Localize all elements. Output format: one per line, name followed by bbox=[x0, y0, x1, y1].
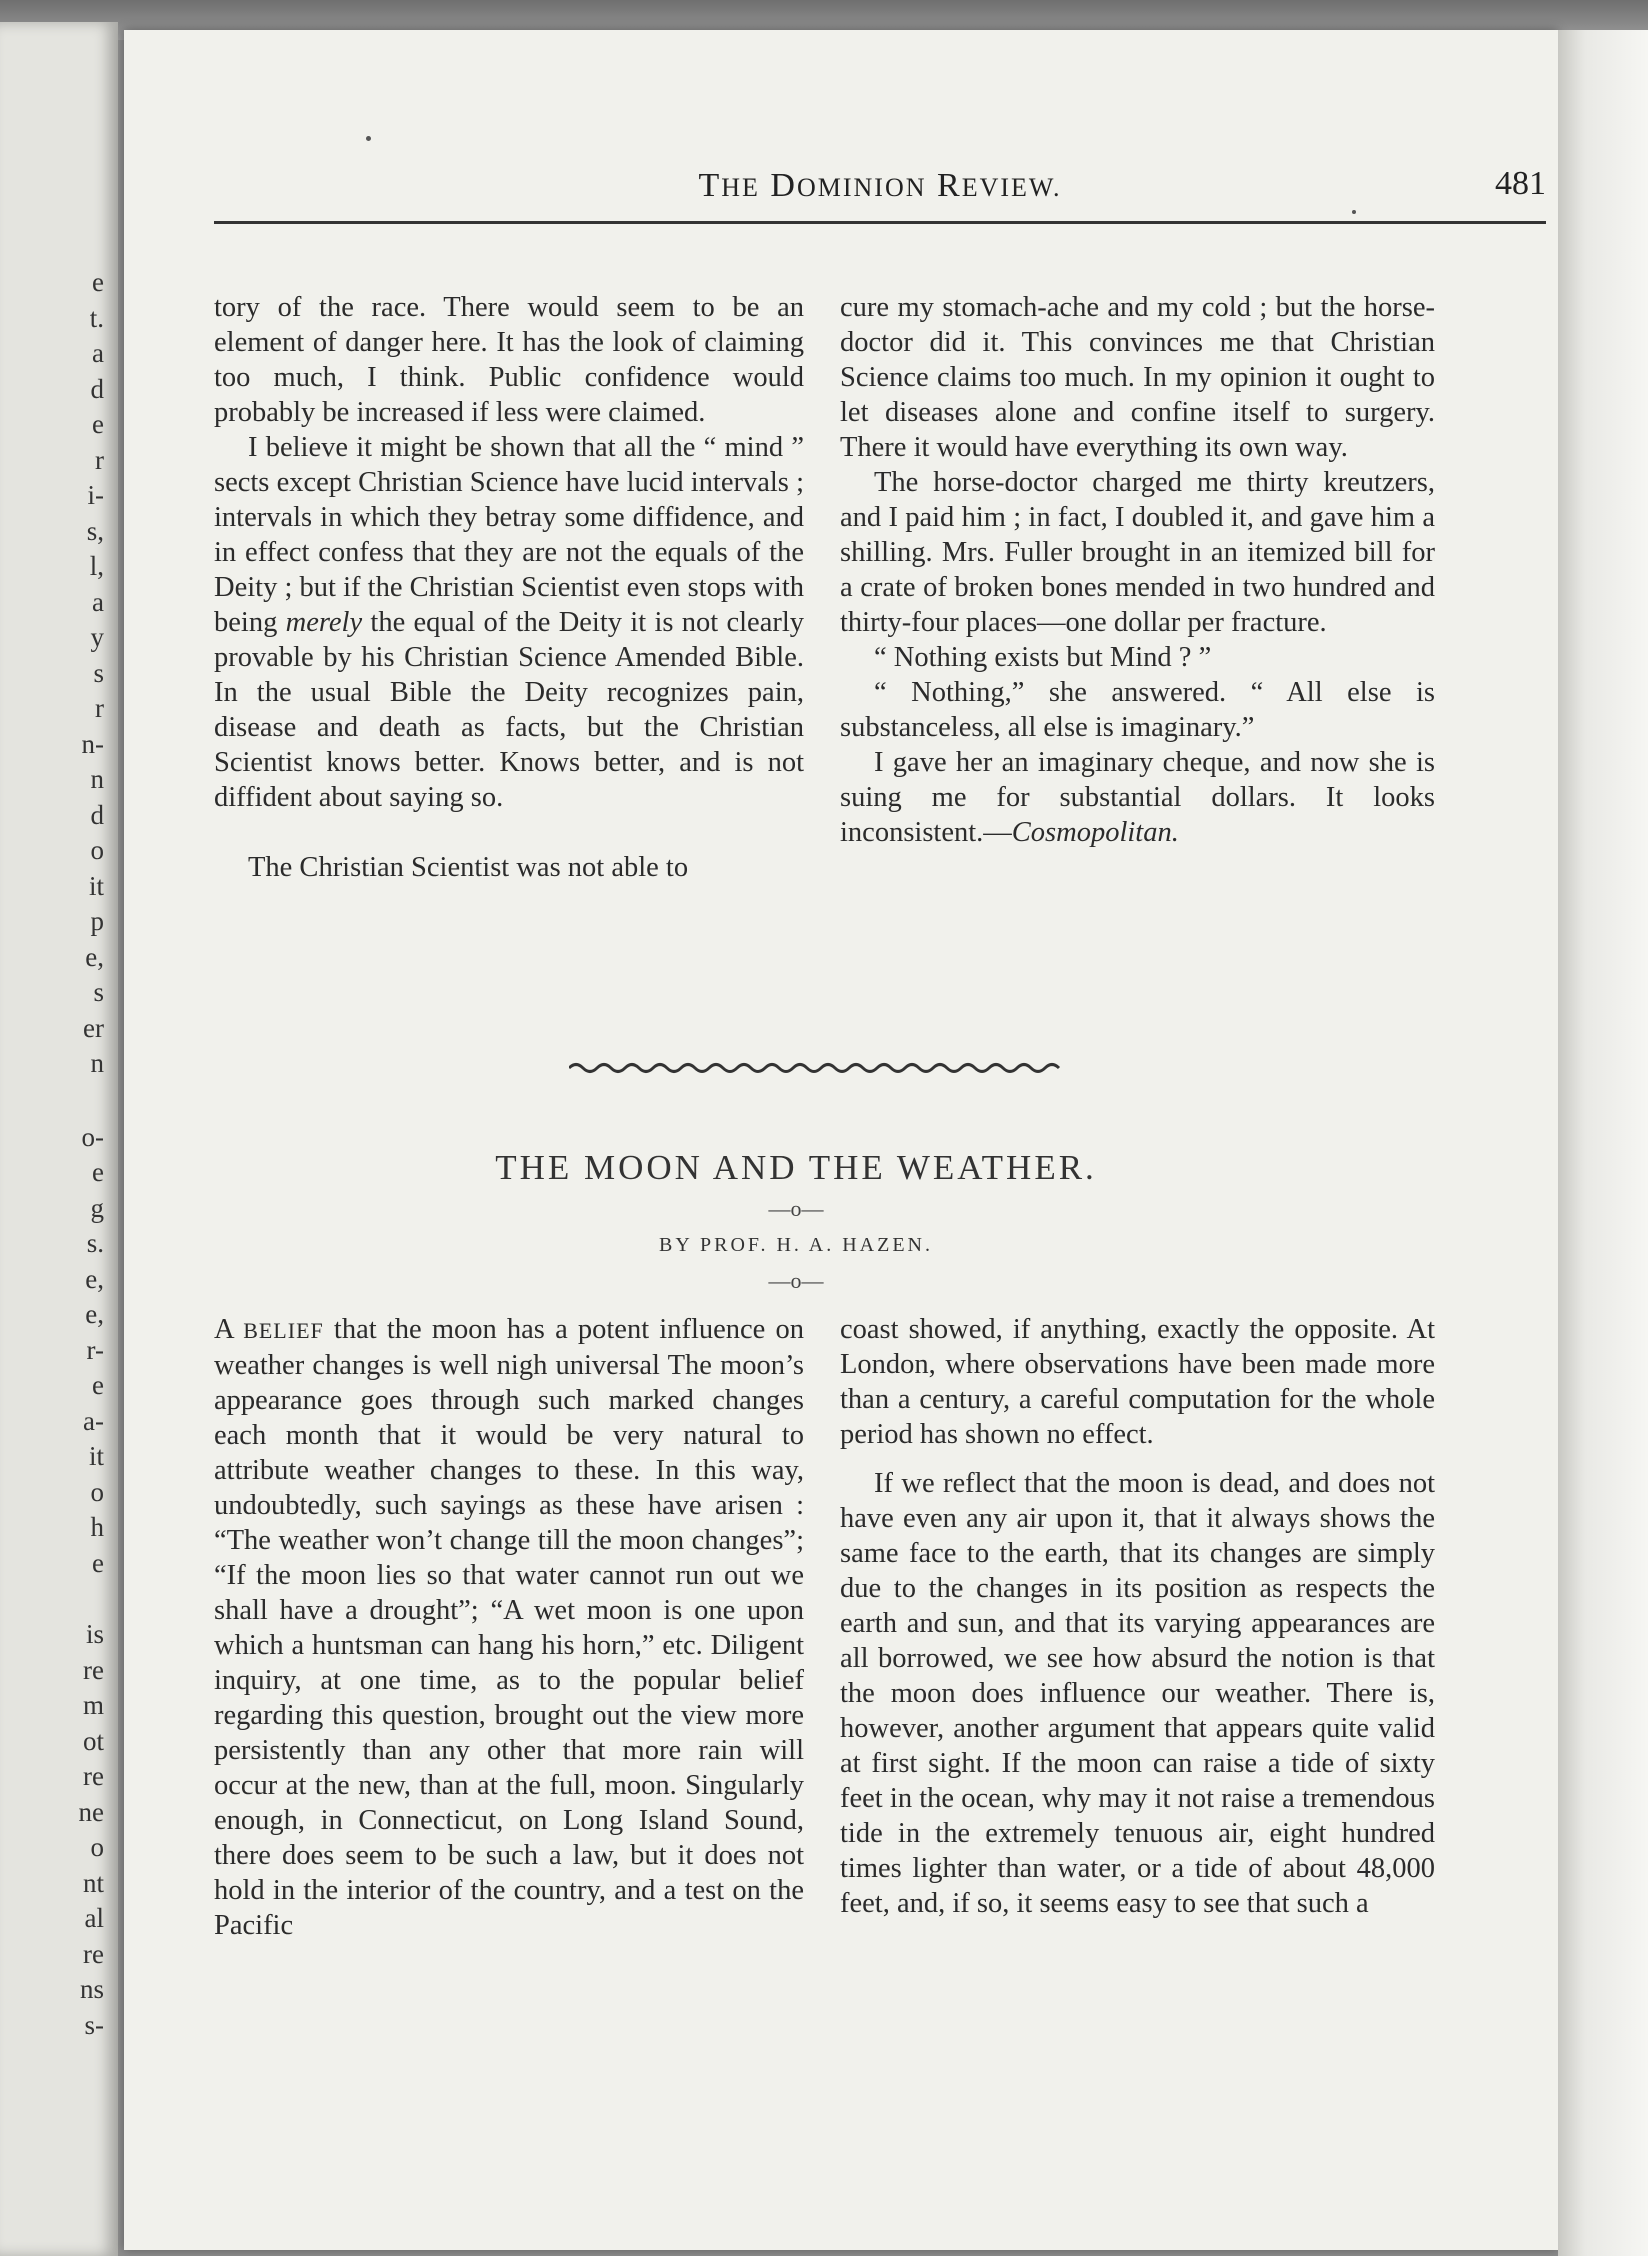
facing-page-fragment: it bbox=[88, 1441, 104, 1471]
facing-page-fragment: n bbox=[90, 1048, 104, 1078]
facing-page-fragment: m bbox=[82, 1690, 104, 1720]
facing-page-fragment: a bbox=[92, 586, 104, 617]
facing-page-text-fragments bbox=[0, 22, 118, 2256]
column-bottom-right bbox=[840, 1312, 1435, 1921]
paragraph: The Christian Scientist was not able to bbox=[248, 852, 689, 883]
facing-page-fragment: e, bbox=[85, 1263, 104, 1294]
facing-page-fragment: it bbox=[88, 870, 104, 901]
facing-page-fragment: g bbox=[90, 1192, 104, 1223]
facing-page-fragment: o- bbox=[81, 1121, 104, 1152]
paragraph: “ Nothing exists but Mind ? ” bbox=[874, 642, 1212, 673]
facing-page-fragment: s, bbox=[86, 515, 104, 546]
facing-page-fragment: re bbox=[83, 1938, 104, 1969]
paragraph: cure my stomach-ache and my cold ; but the horse-doctor did it. This convinces me that Christian Science claims too much. In my opinion it ought to let diseases alone and confine itself to surgery. There it would have everything its own way. bbox=[840, 292, 1435, 463]
facing-page-fragment: is bbox=[85, 1619, 104, 1649]
facing-page-fragment: s bbox=[93, 977, 104, 1007]
facing-page-fragment: e bbox=[92, 1157, 104, 1187]
facing-page-fragment: re bbox=[83, 1761, 104, 1791]
facing-page-fragment: o bbox=[90, 835, 104, 865]
running-header bbox=[214, 165, 1546, 224]
facing-page-fragment: r bbox=[95, 444, 104, 475]
paragraph: I gave her an imaginary cheque, and now she is suing me for substantial dollars. It looks inconsistent.—Cosmopolitan. bbox=[840, 747, 1435, 848]
facing-page-fragment: d bbox=[90, 373, 104, 404]
page bbox=[124, 30, 1558, 2250]
facing-page-fragment: o bbox=[90, 1476, 104, 1507]
facing-page-fragment: a- bbox=[83, 1405, 104, 1436]
running-title: THE DOMINION REVIEW. bbox=[698, 167, 1062, 204]
facing-page-fragment: d bbox=[90, 799, 104, 830]
facing-page-fragment: i- bbox=[87, 480, 104, 510]
paragraph: coast showed, if anything, exactly the opposite. At London, where observations have been made more than a century, a careful computation for the whole period has shown no effect. bbox=[840, 1314, 1435, 1450]
byline: BY PROF. H. A. HAZEN. bbox=[658, 1234, 933, 1256]
ink-speck bbox=[366, 136, 371, 141]
facing-page-fragment: ne bbox=[78, 1796, 104, 1827]
facing-page-fragment: p bbox=[90, 906, 104, 936]
facing-page-fragment: r bbox=[95, 693, 104, 723]
facing-page-fragment: s- bbox=[84, 2009, 104, 2040]
facing-page-fragment: re bbox=[83, 1654, 104, 1685]
ornament: —o— bbox=[768, 1268, 824, 1293]
facing-page-fragment: r- bbox=[86, 1334, 104, 1365]
facing-page-fragment: ns bbox=[79, 1974, 104, 2004]
paragraph: A BELIEF that the moon has a potent influence on weather changes is well nigh universal The moon’s appearance goes through such marked changes each month that it would be very natural to attribute weather changes to these. In this way, undoubtedly, such sayings as these have arisen : “The weather won’t change till the moon changes”; “If the moon lies so that water cannot run out we shall have a drought”; “A wet moon is one upon which a huntsman can hang his horn,” etc. Diligent inquiry, at one time, as to the popular belief regarding this question, brought out the view more persistently than any other that more rain will occur at the new, than at the full, moon. Singularly enough, in Connecticut, on Long Island Sound, there does seem to be such a law, but it does not hold in the interior of the country, and a test on the Pacific bbox=[214, 1314, 804, 1941]
paragraph: If we reflect that the moon is dead, and does not have even any air upon it, that it always shows the same face to the earth, that its changes are simply due to the changes in its position as respects the earth and sun, and that its varying appearances are all borrowed, we see how absurd the notion is that the moon does influence our weather. There is, however, another argument that appears quite valid at first sight. If the moon can raise a tide of sixty feet in the ocean, why may it not raise a tremendous tide in the extremely tenuous air, eight hundred times lighter than water, or a tide of about 48,000 feet, and, if so, it seems easy to see that such a bbox=[840, 1468, 1435, 1919]
facing-page-fragment: al bbox=[84, 1903, 104, 1933]
facing-page-fragment: ot bbox=[82, 1725, 104, 1756]
facing-page-fragment: e bbox=[92, 267, 104, 297]
facing-page-edge bbox=[0, 22, 118, 2256]
paragraph: I believe it might be shown that all the “ mind ” sects except Christian Science have lucid intervals ; intervals in which they betray some diffidence, and in effect confess that they are not the equals of the Deity ; but if the Christian Scientist even stops with being merely the equal of the Deity it is not clearly provable by his Christian Science Amended Bible. In the usual Bible the Deity recognizes pain, disease and death as facts, but the Christian Scientist knows better. Knows better, and is not diffident about saying so. bbox=[214, 432, 804, 813]
facing-page-fragment: n- bbox=[81, 728, 104, 759]
facing-page-fragment: e bbox=[92, 1547, 104, 1578]
facing-page-fragment: s. bbox=[86, 1228, 104, 1258]
facing-page-fragment: o bbox=[90, 1832, 104, 1862]
facing-page-fragment: e bbox=[92, 409, 104, 439]
column-top-left bbox=[214, 290, 804, 885]
paragraph: The horse-doctor charged me thirty kreutzers, and I paid him ; in fact, I doubled it, and gave him a shilling. Mrs. Fuller brought in an itemized bill for a crate of broken bones mended in two hundred and thirty-four places—one dollar per fracture. bbox=[840, 467, 1435, 638]
facing-page-fragment: e, bbox=[85, 941, 104, 972]
paragraph: tory of the race. There would seem to be an element of danger here. It has the look of claiming too much, I think. Public confidence would probably be increased if less were claimed. bbox=[214, 292, 804, 428]
facing-page-fragment: e bbox=[92, 1370, 104, 1400]
facing-page-fragment: nt bbox=[82, 1867, 104, 1898]
paragraph: “ Nothing,” she answered. “ All else is substanceless, all else is imaginary.” bbox=[840, 677, 1435, 743]
facing-page-fragment: er bbox=[83, 1012, 104, 1043]
ornament: —o— bbox=[768, 1196, 824, 1221]
facing-page-fragment: s bbox=[93, 657, 104, 688]
column-bottom-left bbox=[214, 1312, 804, 1943]
facing-page-fragment: y bbox=[90, 622, 104, 652]
wavy-rule-divider bbox=[569, 1058, 1069, 1078]
page-number: 481 bbox=[1495, 165, 1546, 202]
facing-page-fragment: a bbox=[92, 338, 104, 368]
facing-page-fragment: l, bbox=[89, 551, 104, 581]
italic-emphasis: merely bbox=[285, 607, 363, 638]
article-title: THE MOON AND THE WEATHER. bbox=[495, 1148, 1097, 1187]
facing-page-fragment: e, bbox=[85, 1299, 104, 1329]
facing-page-fragment: t. bbox=[89, 302, 104, 333]
facing-page-fragment: h bbox=[90, 1512, 104, 1542]
facing-page-fragment: n bbox=[90, 764, 104, 794]
italic-source: Cosmopolitan. bbox=[1011, 817, 1179, 848]
page-gutter-edge bbox=[1558, 30, 1648, 2256]
column-top-right bbox=[840, 290, 1435, 850]
